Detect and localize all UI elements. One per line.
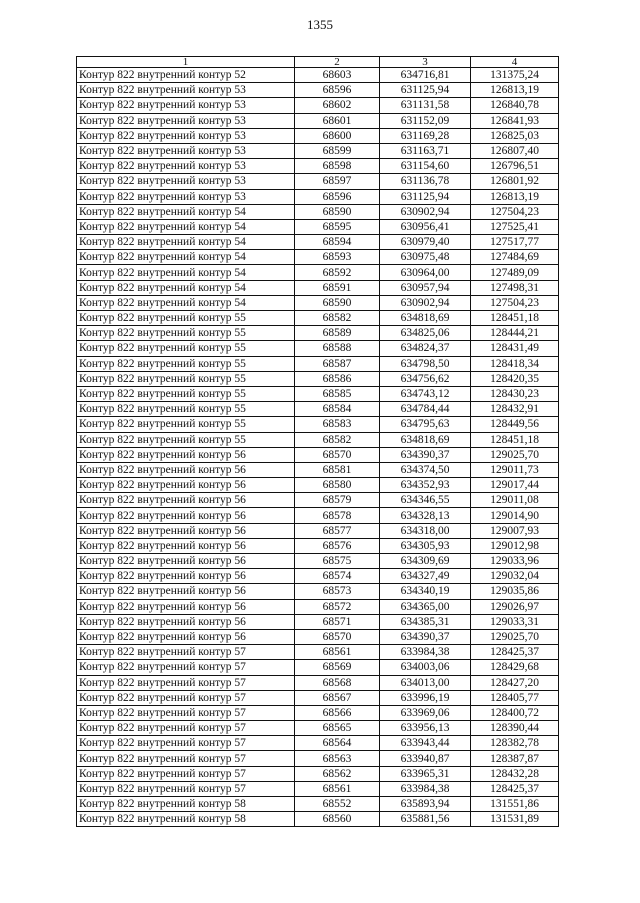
y-coordinate-cell: 129011,08 — [471, 493, 559, 508]
contour-name-cell: Контур 822 внутренний контур 53 — [77, 113, 295, 128]
y-coordinate-cell: 128427,20 — [471, 675, 559, 690]
y-coordinate-cell: 128405,77 — [471, 690, 559, 705]
y-coordinate-cell: 129033,96 — [471, 554, 559, 569]
x-coordinate-cell: 633996,19 — [380, 690, 471, 705]
x-coordinate-cell: 634352,93 — [380, 478, 471, 493]
point-number-cell: 68570 — [295, 629, 380, 644]
contour-name-cell: Контур 822 внутренний контур 57 — [77, 766, 295, 781]
contour-name-cell: Контур 822 внутренний контур 56 — [77, 478, 295, 493]
x-coordinate-cell: 634818,69 — [380, 311, 471, 326]
x-coordinate-cell: 634784,44 — [380, 402, 471, 417]
point-number-cell: 68601 — [295, 113, 380, 128]
point-number-cell: 68567 — [295, 690, 380, 705]
contour-name-cell: Контур 822 внутренний контур 55 — [77, 356, 295, 371]
column-header-4: 4 — [471, 57, 559, 68]
point-number-cell: 68582 — [295, 311, 380, 326]
point-number-cell: 68564 — [295, 736, 380, 751]
contour-name-cell: Контур 822 внутренний контур 57 — [77, 690, 295, 705]
point-number-cell: 68602 — [295, 98, 380, 113]
x-coordinate-cell: 630957,94 — [380, 280, 471, 295]
y-coordinate-cell: 128430,23 — [471, 386, 559, 401]
table-row — [77, 341, 559, 356]
point-number-cell: 68593 — [295, 250, 380, 265]
y-coordinate-cell: 129032,04 — [471, 569, 559, 584]
table-row — [77, 432, 559, 447]
x-coordinate-cell: 631163,71 — [380, 143, 471, 158]
point-number-cell: 68598 — [295, 159, 380, 174]
table-row — [77, 629, 559, 644]
x-coordinate-cell: 630902,94 — [380, 204, 471, 219]
table-row — [77, 766, 559, 781]
y-coordinate-cell: 129033,31 — [471, 614, 559, 629]
table-row — [77, 614, 559, 629]
contour-name-cell: Контур 822 внутренний контур 55 — [77, 386, 295, 401]
point-number-cell: 68588 — [295, 341, 380, 356]
x-coordinate-cell: 631131,58 — [380, 98, 471, 113]
point-number-cell: 68565 — [295, 721, 380, 736]
x-coordinate-cell: 634825,06 — [380, 326, 471, 341]
x-coordinate-cell: 633984,38 — [380, 781, 471, 796]
point-number-cell: 68562 — [295, 766, 380, 781]
x-coordinate-cell: 630964,00 — [380, 265, 471, 280]
y-coordinate-cell: 128400,72 — [471, 705, 559, 720]
table-header-row — [77, 57, 559, 68]
x-coordinate-cell: 634374,50 — [380, 462, 471, 477]
x-coordinate-cell: 634716,81 — [380, 68, 471, 83]
y-coordinate-cell: 126796,51 — [471, 159, 559, 174]
point-number-cell: 68568 — [295, 675, 380, 690]
x-coordinate-cell: 634390,37 — [380, 447, 471, 462]
point-number-cell: 68576 — [295, 538, 380, 553]
y-coordinate-cell: 127517,77 — [471, 235, 559, 250]
table-row — [77, 128, 559, 143]
table-row — [77, 356, 559, 371]
y-coordinate-cell: 126801,92 — [471, 174, 559, 189]
y-coordinate-cell: 129011,73 — [471, 462, 559, 477]
x-coordinate-cell: 634003,06 — [380, 660, 471, 675]
point-number-cell: 68571 — [295, 614, 380, 629]
point-number-cell: 68572 — [295, 599, 380, 614]
contour-name-cell: Контур 822 внутренний контур 56 — [77, 599, 295, 614]
table-row — [77, 98, 559, 113]
table-row — [77, 478, 559, 493]
coordinates-table — [76, 56, 559, 827]
contour-name-cell: Контур 822 внутренний контур 55 — [77, 432, 295, 447]
table-row — [77, 705, 559, 720]
contour-name-cell: Контур 822 внутренний контур 56 — [77, 447, 295, 462]
table-row — [77, 113, 559, 128]
point-number-cell: 68589 — [295, 326, 380, 341]
table-row — [77, 280, 559, 295]
x-coordinate-cell: 633965,31 — [380, 766, 471, 781]
contour-name-cell: Контур 822 внутренний контур 55 — [77, 402, 295, 417]
contour-name-cell: Контур 822 внутренний контур 57 — [77, 781, 295, 796]
table-row — [77, 295, 559, 310]
contour-name-cell: Контур 822 внутренний контур 54 — [77, 265, 295, 280]
table-row — [77, 204, 559, 219]
point-number-cell: 68561 — [295, 645, 380, 660]
point-number-cell: 68569 — [295, 660, 380, 675]
point-number-cell: 68587 — [295, 356, 380, 371]
y-coordinate-cell: 129026,97 — [471, 599, 559, 614]
contour-name-cell: Контур 822 внутренний контур 53 — [77, 98, 295, 113]
x-coordinate-cell: 631125,94 — [380, 83, 471, 98]
point-number-cell: 68596 — [295, 83, 380, 98]
x-coordinate-cell: 634309,69 — [380, 554, 471, 569]
x-coordinate-cell: 634013,00 — [380, 675, 471, 690]
point-number-cell: 68574 — [295, 569, 380, 584]
table-row — [77, 235, 559, 250]
y-coordinate-cell: 127525,41 — [471, 219, 559, 234]
y-coordinate-cell: 127484,69 — [471, 250, 559, 265]
point-number-cell: 68570 — [295, 447, 380, 462]
table-row — [77, 68, 559, 83]
column-header-3: 3 — [380, 57, 471, 68]
contour-name-cell: Контур 822 внутренний контур 56 — [77, 538, 295, 553]
x-coordinate-cell: 634365,00 — [380, 599, 471, 614]
contour-name-cell: Контур 822 внутренний контур 56 — [77, 614, 295, 629]
point-number-cell: 68596 — [295, 189, 380, 204]
contour-name-cell: Контур 822 внутренний контур 58 — [77, 797, 295, 812]
contour-name-cell: Контур 822 внутренний контур 55 — [77, 326, 295, 341]
contour-name-cell: Контур 822 внутренний контур 54 — [77, 250, 295, 265]
point-number-cell: 68582 — [295, 432, 380, 447]
table-row — [77, 371, 559, 386]
y-coordinate-cell: 127498,31 — [471, 280, 559, 295]
table-row — [77, 402, 559, 417]
contour-name-cell: Контур 822 внутренний контур 56 — [77, 523, 295, 538]
contour-name-cell: Контур 822 внутренний контур 54 — [77, 219, 295, 234]
contour-name-cell: Контур 822 внутренний контур 56 — [77, 493, 295, 508]
contour-name-cell: Контур 822 внутренний контур 54 — [77, 235, 295, 250]
x-coordinate-cell: 635881,56 — [380, 812, 471, 827]
x-coordinate-cell: 631154,60 — [380, 159, 471, 174]
table-row — [77, 265, 559, 280]
contour-name-cell: Контур 822 внутренний контур 57 — [77, 751, 295, 766]
table-row — [77, 159, 559, 174]
x-coordinate-cell: 634340,19 — [380, 584, 471, 599]
x-coordinate-cell: 634798,50 — [380, 356, 471, 371]
y-coordinate-cell: 128425,37 — [471, 645, 559, 660]
point-number-cell: 68591 — [295, 280, 380, 295]
x-coordinate-cell: 634824,37 — [380, 341, 471, 356]
point-number-cell: 68592 — [295, 265, 380, 280]
point-number-cell: 68561 — [295, 781, 380, 796]
y-coordinate-cell: 126807,40 — [471, 143, 559, 158]
contour-name-cell: Контур 822 внутренний контур 58 — [77, 812, 295, 827]
y-coordinate-cell: 126813,19 — [471, 189, 559, 204]
x-coordinate-cell: 633943,44 — [380, 736, 471, 751]
y-coordinate-cell: 128425,37 — [471, 781, 559, 796]
x-coordinate-cell: 634318,00 — [380, 523, 471, 538]
point-number-cell: 68581 — [295, 462, 380, 477]
table-row — [77, 751, 559, 766]
point-number-cell: 68586 — [295, 371, 380, 386]
x-coordinate-cell: 631152,09 — [380, 113, 471, 128]
point-number-cell: 68563 — [295, 751, 380, 766]
table-row — [77, 554, 559, 569]
point-number-cell: 68597 — [295, 174, 380, 189]
contour-name-cell: Контур 822 внутренний контур 53 — [77, 159, 295, 174]
point-number-cell: 68578 — [295, 508, 380, 523]
point-number-cell: 68560 — [295, 812, 380, 827]
y-coordinate-cell: 129025,70 — [471, 447, 559, 462]
x-coordinate-cell: 630902,94 — [380, 295, 471, 310]
point-number-cell: 68579 — [295, 493, 380, 508]
contour-name-cell: Контур 822 внутренний контур 56 — [77, 569, 295, 584]
y-coordinate-cell: 128451,18 — [471, 311, 559, 326]
table-row — [77, 721, 559, 736]
table-row — [77, 690, 559, 705]
table-row — [77, 645, 559, 660]
y-coordinate-cell: 128444,21 — [471, 326, 559, 341]
x-coordinate-cell: 631125,94 — [380, 189, 471, 204]
column-header-1: 1 — [77, 57, 295, 68]
point-number-cell: 68595 — [295, 219, 380, 234]
y-coordinate-cell: 131551,86 — [471, 797, 559, 812]
contour-name-cell: Контур 822 внутренний контур 53 — [77, 128, 295, 143]
contour-name-cell: Контур 822 внутренний контур 53 — [77, 174, 295, 189]
table-row — [77, 508, 559, 523]
point-number-cell: 68573 — [295, 584, 380, 599]
y-coordinate-cell: 129035,86 — [471, 584, 559, 599]
contour-name-cell: Контур 822 внутренний контур 52 — [77, 68, 295, 83]
contour-name-cell: Контур 822 внутренний контур 57 — [77, 705, 295, 720]
y-coordinate-cell: 127504,23 — [471, 295, 559, 310]
table-row — [77, 462, 559, 477]
table-row — [77, 143, 559, 158]
y-coordinate-cell: 128390,44 — [471, 721, 559, 736]
x-coordinate-cell: 634756,62 — [380, 371, 471, 386]
y-coordinate-cell: 127504,23 — [471, 204, 559, 219]
contour-name-cell: Контур 822 внутренний контур 53 — [77, 83, 295, 98]
y-coordinate-cell: 126840,78 — [471, 98, 559, 113]
y-coordinate-cell: 128418,34 — [471, 356, 559, 371]
contour-name-cell: Контур 822 внутренний контур 56 — [77, 584, 295, 599]
y-coordinate-cell: 126841,93 — [471, 113, 559, 128]
point-number-cell: 68599 — [295, 143, 380, 158]
table-row — [77, 660, 559, 675]
y-coordinate-cell: 128432,28 — [471, 766, 559, 781]
contour-name-cell: Контур 822 внутренний контур 54 — [77, 295, 295, 310]
x-coordinate-cell: 634305,93 — [380, 538, 471, 553]
point-number-cell: 68552 — [295, 797, 380, 812]
y-coordinate-cell: 129025,70 — [471, 629, 559, 644]
page-number: 1355 — [307, 17, 333, 32]
y-coordinate-cell: 126813,19 — [471, 83, 559, 98]
x-coordinate-cell: 633969,06 — [380, 705, 471, 720]
y-coordinate-cell: 131531,89 — [471, 812, 559, 827]
x-coordinate-cell: 633984,38 — [380, 645, 471, 660]
table-row — [77, 447, 559, 462]
x-coordinate-cell: 630975,48 — [380, 250, 471, 265]
x-coordinate-cell: 633956,13 — [380, 721, 471, 736]
x-coordinate-cell: 634346,55 — [380, 493, 471, 508]
contour-name-cell: Контур 822 внутренний контур 53 — [77, 143, 295, 158]
x-coordinate-cell: 634818,69 — [380, 432, 471, 447]
table-row — [77, 599, 559, 614]
contour-name-cell: Контур 822 внутренний контур 56 — [77, 629, 295, 644]
table-row — [77, 311, 559, 326]
contour-name-cell: Контур 822 внутренний контур 57 — [77, 675, 295, 690]
y-coordinate-cell: 128449,56 — [471, 417, 559, 432]
point-number-cell: 68603 — [295, 68, 380, 83]
contour-name-cell: Контур 822 внутренний контур 57 — [77, 645, 295, 660]
y-coordinate-cell: 128429,68 — [471, 660, 559, 675]
table-row — [77, 736, 559, 751]
table-row — [77, 781, 559, 796]
point-number-cell: 68583 — [295, 417, 380, 432]
y-coordinate-cell: 128431,49 — [471, 341, 559, 356]
table-body — [77, 68, 559, 827]
x-coordinate-cell: 634385,31 — [380, 614, 471, 629]
x-coordinate-cell: 635893,94 — [380, 797, 471, 812]
point-number-cell: 68575 — [295, 554, 380, 569]
contour-name-cell: Контур 822 внутренний контур 55 — [77, 417, 295, 432]
table-row — [77, 538, 559, 553]
table-row — [77, 569, 559, 584]
point-number-cell: 68584 — [295, 402, 380, 417]
table-row — [77, 326, 559, 341]
y-coordinate-cell: 129007,93 — [471, 523, 559, 538]
point-number-cell: 68594 — [295, 235, 380, 250]
contour-name-cell: Контур 822 внутренний контур 56 — [77, 508, 295, 523]
y-coordinate-cell: 128432,91 — [471, 402, 559, 417]
x-coordinate-cell: 634743,12 — [380, 386, 471, 401]
y-coordinate-cell: 129014,90 — [471, 508, 559, 523]
table-row — [77, 174, 559, 189]
x-coordinate-cell: 630956,41 — [380, 219, 471, 234]
contour-name-cell: Контур 822 внутренний контур 55 — [77, 341, 295, 356]
point-number-cell: 68600 — [295, 128, 380, 143]
table-row — [77, 493, 559, 508]
table-row — [77, 812, 559, 827]
x-coordinate-cell: 634328,13 — [380, 508, 471, 523]
contour-name-cell: Контур 822 внутренний контур 54 — [77, 204, 295, 219]
y-coordinate-cell: 128451,18 — [471, 432, 559, 447]
y-coordinate-cell: 128420,35 — [471, 371, 559, 386]
contour-name-cell: Контур 822 внутренний контур 53 — [77, 189, 295, 204]
table-row — [77, 219, 559, 234]
y-coordinate-cell: 128387,87 — [471, 751, 559, 766]
x-coordinate-cell: 634327,49 — [380, 569, 471, 584]
contour-name-cell: Контур 822 внутренний контур 57 — [77, 660, 295, 675]
table-row — [77, 417, 559, 432]
point-number-cell: 68590 — [295, 204, 380, 219]
x-coordinate-cell: 631169,28 — [380, 128, 471, 143]
y-coordinate-cell: 129017,44 — [471, 478, 559, 493]
x-coordinate-cell: 634390,37 — [380, 629, 471, 644]
contour-name-cell: Контур 822 внутренний контур 56 — [77, 462, 295, 477]
contour-name-cell: Контур 822 внутренний контур 54 — [77, 280, 295, 295]
x-coordinate-cell: 631136,78 — [380, 174, 471, 189]
point-number-cell: 68566 — [295, 705, 380, 720]
point-number-cell: 68577 — [295, 523, 380, 538]
point-number-cell: 68580 — [295, 478, 380, 493]
contour-name-cell: Контур 822 внутренний контур 57 — [77, 736, 295, 751]
table-row — [77, 250, 559, 265]
contour-name-cell: Контур 822 внутренний контур 57 — [77, 721, 295, 736]
table-row — [77, 675, 559, 690]
contour-name-cell: Контур 822 внутренний контур 55 — [77, 371, 295, 386]
y-coordinate-cell: 131375,24 — [471, 68, 559, 83]
table-row — [77, 189, 559, 204]
table-row — [77, 523, 559, 538]
table-row — [77, 83, 559, 98]
contour-name-cell: Контур 822 внутренний контур 55 — [77, 311, 295, 326]
y-coordinate-cell: 128382,78 — [471, 736, 559, 751]
contour-name-cell: Контур 822 внутренний контур 56 — [77, 554, 295, 569]
y-coordinate-cell: 129012,98 — [471, 538, 559, 553]
table-row — [77, 386, 559, 401]
table-row — [77, 797, 559, 812]
x-coordinate-cell: 634795,63 — [380, 417, 471, 432]
y-coordinate-cell: 126825,03 — [471, 128, 559, 143]
column-header-2: 2 — [295, 57, 380, 68]
x-coordinate-cell: 630979,40 — [380, 235, 471, 250]
table-row — [77, 584, 559, 599]
y-coordinate-cell: 127489,09 — [471, 265, 559, 280]
point-number-cell: 68585 — [295, 386, 380, 401]
point-number-cell: 68590 — [295, 295, 380, 310]
x-coordinate-cell: 633940,87 — [380, 751, 471, 766]
